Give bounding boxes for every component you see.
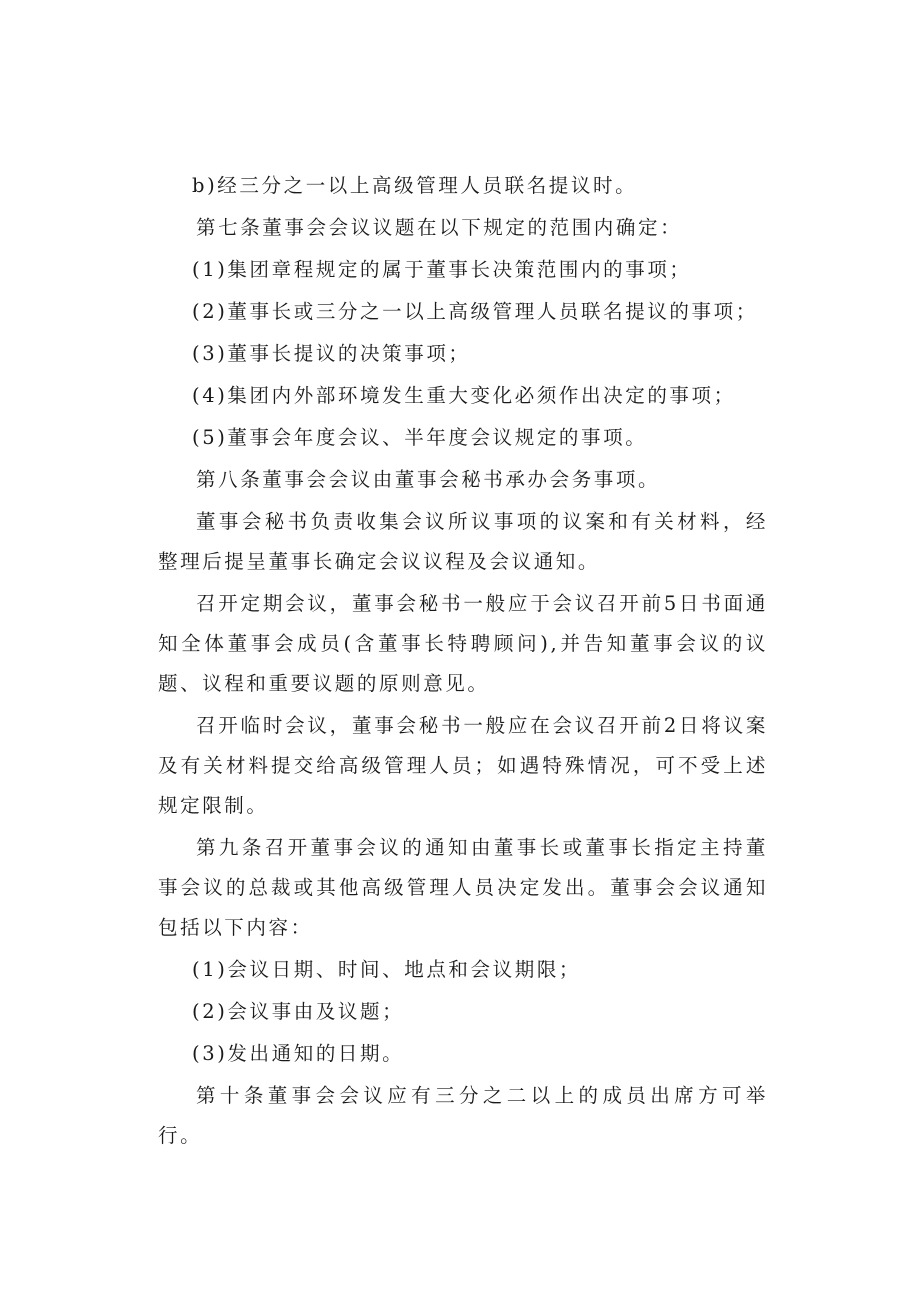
paragraph-article-10: 第十条董事会会议应有三分之二以上的成员出席方可举行。: [158, 1084, 768, 1147]
list-item-1: (1)集团章程规定的属于董事长决策范围内的事项；: [192, 258, 692, 281]
paragraph-clause-b: b)经三分之一以上高级管理人员联名提议时。: [192, 174, 638, 197]
notice-item-1: (1)会议日期、时间、地点和会议期限；: [192, 958, 582, 981]
paragraph-secretary-duties: 董事会秘书负责收集会议所议事项的议案和有关材料，经整理后提呈董事长确定会议议程及会议通知。: [158, 510, 768, 573]
document-body: [158, 166, 768, 1158]
list-item-5: (5)董事会年度会议、半年度会议规定的事项。: [192, 426, 648, 449]
paragraph-article-9: 第九条召开董事会议的通知由董事长或董事长指定主持董事会议的总裁或其他高级管理人员决定发出。董事会会议通知包括以下内容：: [158, 836, 768, 939]
notice-item-3: (3)发出通知的日期。: [192, 1042, 405, 1065]
paragraph-regular-meeting: 召开定期会议，董事会秘书一般应于会议召开前5日书面通知全体董事会成员(含董事长特聘顾问),并告知董事会议的议题、议程和重要议题的原则意见。: [158, 592, 768, 695]
paragraph-article-7: 第七条董事会会议议题在以下规定的范围内确定：: [196, 216, 683, 239]
notice-item-2: (2)会议事由及议题；: [192, 1000, 405, 1023]
paragraph-article-8: 第八条董事会会议由董事会秘书承办会务事项。: [196, 468, 661, 491]
list-item-4: (4)集团内外部环境发生重大变化必须作出决定的事项；: [192, 384, 736, 407]
list-item-2: (2)董事长或三分之一以上高级管理人员联名提议的事项；: [192, 300, 758, 323]
paragraph-temporary-meeting: 召开临时会议，董事会秘书一般应在会议召开前2日将议案及有关材料提交给高级管理人员；如遇特殊情况，可不受上述规定限制。: [158, 714, 768, 817]
list-item-3: (3)董事长提议的决策事项；: [192, 342, 471, 365]
